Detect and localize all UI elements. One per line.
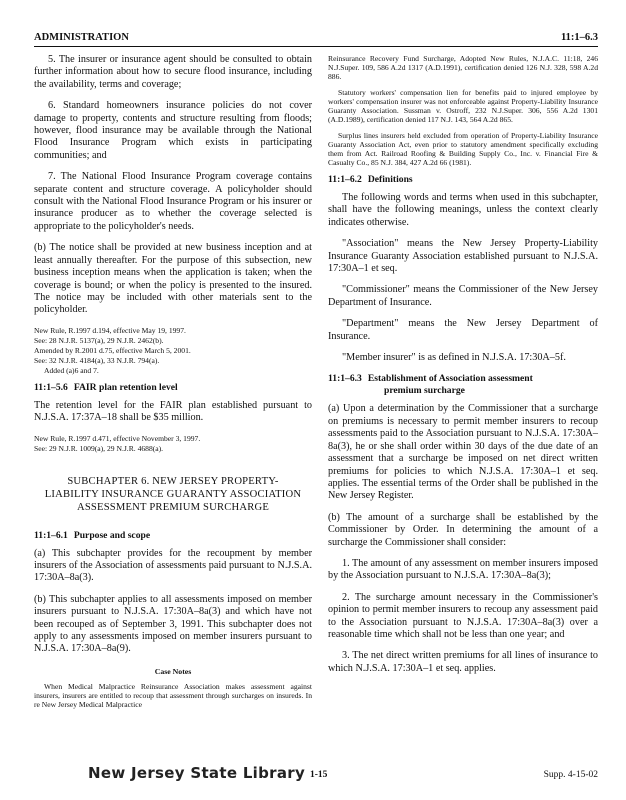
paragraph-7: 7. The National Flood Insurance Program coverage contains separate content and structure coverage. A policyholder should consult with the National Flood Insurance Program or his insurer or insurance producer as to whether the coverage selected is appropriate to the policyholder's needs. — [34, 171, 312, 232]
section-6-3-b-3: 3. The net direct written premiums for all lines of insurance to which N.J.S.A. 17:30A–1 et seq. applies. — [328, 650, 598, 674]
left-column — [34, 54, 312, 710]
right-column — [328, 54, 598, 684]
paragraph-6: 6. Standard homeowners insurance policies do not cover damage to property, contents and structure resulting from floods; however, flood insurance may be available through the National Flood Insurance Program which exists in participating communities; and — [34, 100, 312, 161]
section-6-3-b-2: 2. The surcharge amount necessary in the Commissioner's opinion to permit member insurers to recoup any assessment paid to the Association pursuant to N.J.S.A. 17:30A–8a(3) over a reasonable time which shall not be less than one year; and — [328, 591, 598, 640]
section-6-1-a: (a) This subchapter provides for the recoupment by member insurers of the Association of assessments paid pursuant to N.J.S.A. 17:30A–8a(3). — [34, 547, 312, 584]
case-notes-heading: Case Notes — [154, 666, 192, 676]
section-6-3-a: (a) Upon a determination by the Commissioner that a surcharge on premiums is necessary to permit member insurers to recoup assessments paid to the Association pursuant to N.J.S.A. 17:30A–8a(3), he or she shall order within 30 days of the due date of an assessment that a surcharge be imposed on net direct written premiums for policies to which N.J.S.A. 17:30A–1 et seq. applies. The essential terms of the Order shall be published in the New Jersey Register. — [328, 403, 598, 502]
case-note-1: When Medical Malpractice Reinsurance Association makes assessment against insurers, insurers are entitled to recoup that assessment through surcharges on insureds. In re New Jersey Medical Malpractice — [34, 682, 312, 710]
history-note-5-6: New Rule, R.1997 d.471, effective November 3, 1997. See: 29 N.J.R. 1009(a), 29 N.J.R. 4688(a). — [34, 433, 201, 453]
section-6-3-b: (b) The amount of a surcharge shall be established by the Commissioner by Order. In determining the amount of a surcharge the Commissioner shall consider: — [328, 511, 598, 548]
section-heading-6-2: 11:1–6.2 Definitions — [328, 174, 413, 185]
running-header — [34, 32, 598, 47]
paragraph-5: 5. The insurer or insurance agent should be consulted to obtain further information about how to secure flood insurance, including the availability, terms and coverage; — [34, 54, 312, 90]
paragraph-b: (b) The notice shall be provided at new business inception and at least annually thereafter. For the purpose of this subsection, new business inception means when the application is taken; when the coverage is bound; or when the policy is presented to the insured. The notice may be included with other materials sent to the policyholder. — [34, 242, 312, 316]
definition-department: "Department" means the New Jersey Department of Insurance. — [328, 318, 598, 342]
section-5-6-body: The retention level for the FAIR plan established pursuant to N.J.S.A. 17:37A–18 shall be $35 million. — [34, 399, 312, 424]
section-6-1-b: (b) This subchapter applies to all assessments imposed on member insurers pursuant to N.J.S.A. 17:30A–8a(3) and which have not been recouped as of September 3, 1991. This subchapter does not apply to any assessments imposed on member insurers pursuant to N.J.S.A. 17:30A–8a(9). — [34, 593, 312, 655]
case-note-3: Surplus lines insurers held excluded from operation of Property-Liability Insurance Guaranty Association Act, even prior to statutory amendment specifically excluding them from Act. Railroad Roofing & Building Supply Co., Inc. v. Financial Fire & Casualty Co., 85 N.J. 384, 427 A.2d 66 (1981). — [328, 131, 598, 167]
page-footer — [34, 764, 598, 788]
definition-association: "Association" means the New Jersey Property-Liability Insurance Guaranty Association established pursuant to N.J.S.A. 17:30A–1 et seq. — [328, 238, 598, 275]
page-number: 1-15 — [310, 770, 328, 780]
definition-member-insurer: "Member insurer" is as defined in N.J.S.A. 17:30A–5f. — [342, 352, 566, 364]
subchapter-title: SUBCHAPTER 6. NEW JERSEY PROPERTY-LIABILITY INSURANCE GUARANTY ASSOCIATION ASSESSMENT PREMIUM SURCHARGE — [44, 475, 302, 513]
section-heading-6-3: 11:1–6.3 Establishment of Association assessment premium surcharge — [328, 373, 533, 397]
header-section: 11:1–6.3 — [560, 32, 598, 43]
section-heading-6-1: 11:1–6.1 Purpose and scope — [34, 529, 151, 541]
section-heading-5-6: 11:1–5.6 FAIR plan retention level — [34, 381, 178, 393]
header-title: ADMINISTRATION — [34, 32, 129, 43]
definition-commissioner: "Commissioner" means the Commissioner of the New Jersey Department of Insurance. — [328, 284, 598, 308]
library-stamp: New Jersey State Library — [88, 764, 306, 782]
history-note: New Rule, R.1997 d.194, effective May 19, 1997. See: 28 N.J.R. 5137(a), 29 N.J.R. 2462(b). Amended by R.2001 d.75, effective March 5, 2001. See: 32 N.J.R. 4184(a), 33 N.J.R. 794(a). Added (a)6 and 7. — [34, 325, 191, 375]
case-note-2: Statutory workers' compensation lien for benefits paid to injured employee by workers' compensation insurer was not enforceable against Property-Liability Insurance Guaranty Association. Sussman v. Ostroff, 232 N.J.Super. 306, 556 A.2d 1301 (A.D.1989), certification denied 117 N.J. 143, 564 A.2d 865. — [328, 88, 598, 124]
definitions-intro: The following words and terms when used in this subchapter, shall have the following meanings, unless the context clearly indicates otherwise. — [328, 192, 598, 228]
section-6-3-b-1: 1. The amount of any assessment on member insurers imposed by the Association pursuant to N.J.S.A. 17:30A–8a(3); — [328, 557, 598, 582]
case-note-1-cont: Reinsurance Recovery Fund Surcharge, Adopted New Rules, N.J.A.C. 11:18, 246 N.J.Super. 109, 586 A.2d 1317 (A.D.1991), certification denied 126 N.J. 328, 598 A.2d 886. — [328, 54, 598, 81]
supplement-date: Supp. 4-15-02 — [543, 770, 598, 780]
